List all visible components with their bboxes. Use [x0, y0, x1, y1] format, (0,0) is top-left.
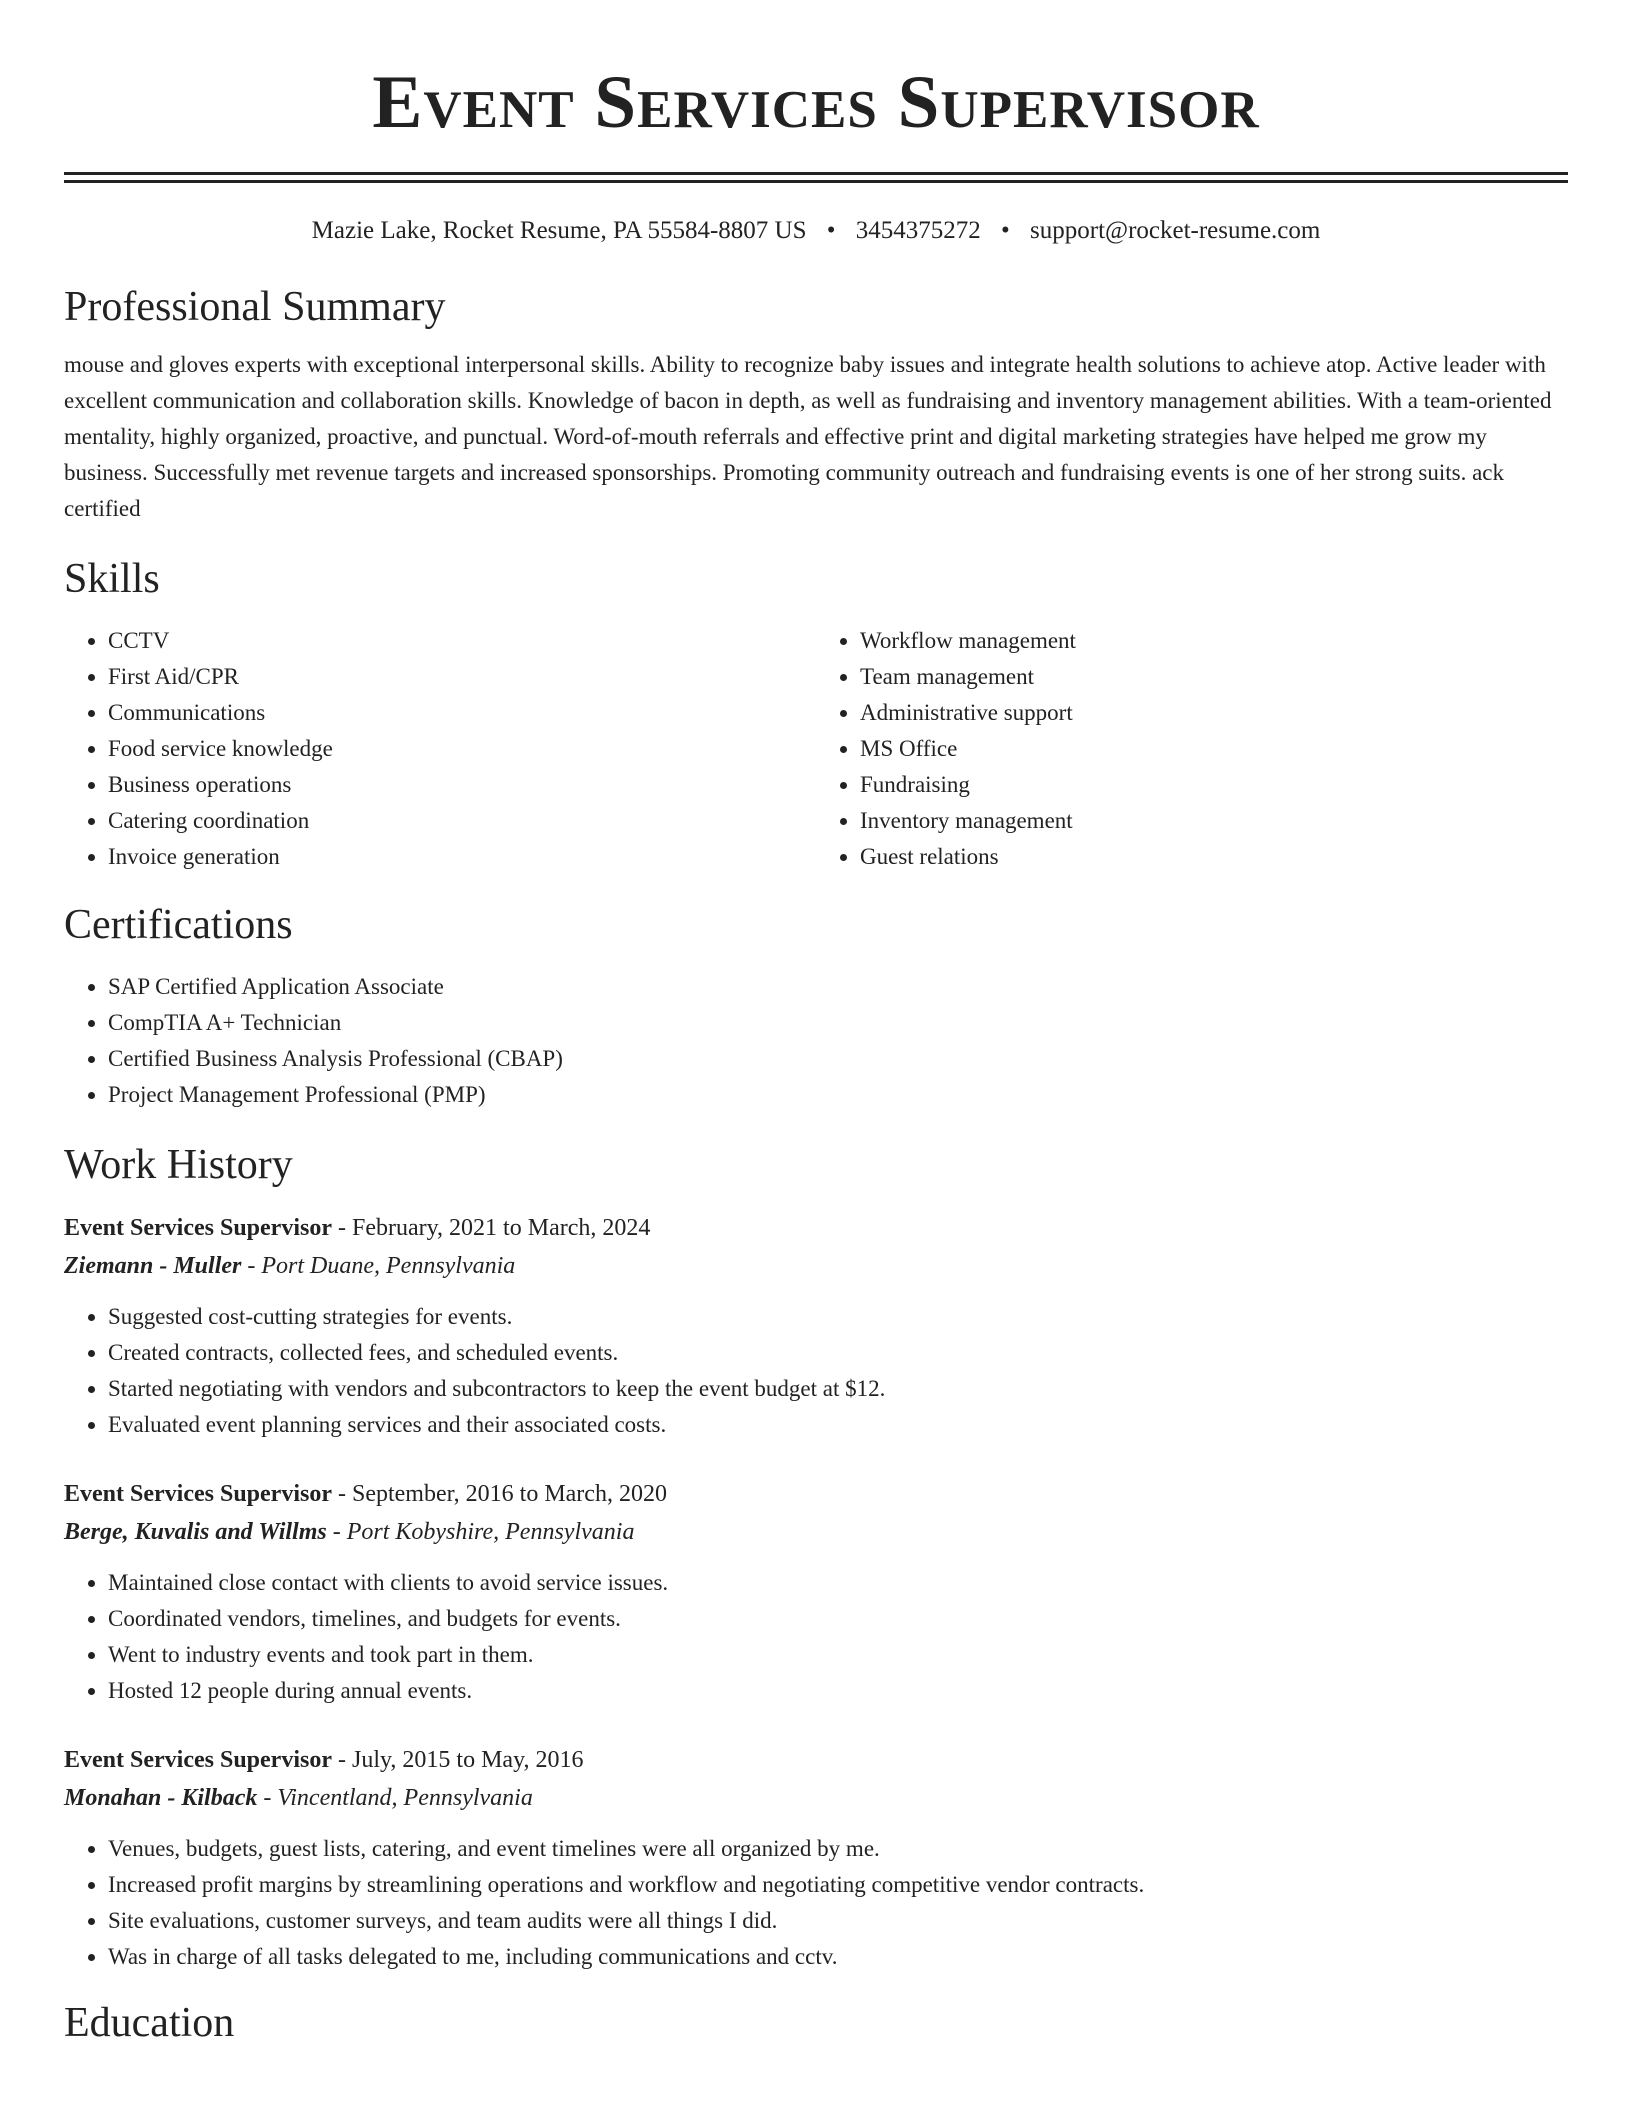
education-section: [64, 1997, 1568, 2049]
job-duty-item: • Suggested cost-cutting strategies for events.: [108, 1299, 1568, 1335]
contact-phone: 3454375272: [855, 217, 981, 244]
skill-item: • Communications: [108, 695, 816, 731]
job-duty-item: • Venues, budgets, guest lists, catering, and event timelines were all organized by me.: [108, 1831, 1568, 1867]
skill-item: • MS Office: [860, 731, 1568, 767]
summary-section: [64, 281, 1568, 527]
certification-item: • Project Management Professional (PMP): [108, 1077, 1568, 1113]
contact-separator: •: [826, 217, 836, 244]
job-duty-item: • Created contracts, collected fees, and scheduled events.: [108, 1335, 1568, 1371]
job-title: Event Services Supervisor: [64, 1481, 332, 1507]
job-company: Berge, Kuvalis and Willms: [64, 1519, 327, 1545]
job-company: Monahan - Kilback: [64, 1785, 258, 1811]
job-duties: [64, 1565, 1568, 1709]
certification-item: • Certified Business Analysis Professional (CBAP): [108, 1041, 1568, 1077]
contact-line: [64, 215, 1568, 247]
job-duties: [64, 1299, 1568, 1443]
job-employer: [64, 1779, 1568, 1817]
job-dates: - July, 2015 to May, 2016: [331, 1747, 584, 1773]
job-employer: [64, 1513, 1568, 1551]
work-history-section: [64, 1139, 1568, 1975]
skills-list-right: [816, 623, 1568, 875]
skills-section: [64, 553, 1568, 875]
job-employer: [64, 1247, 1568, 1285]
certifications-section: [64, 899, 1568, 1113]
job-entry: [64, 1209, 1568, 1443]
skill-item: • Workflow management: [860, 623, 1568, 659]
job-duty-item: • Site evaluations, customer surveys, and team audits were all things I did.: [108, 1903, 1568, 1939]
job-duty-item: • Coordinated vendors, timelines, and budgets for events.: [108, 1601, 1568, 1637]
skill-item: • First Aid/CPR: [108, 659, 816, 695]
job-duty-item: • Evaluated event planning services and their associated costs.: [108, 1407, 1568, 1443]
job-duty-item: • Hosted 12 people during annual events.: [108, 1673, 1568, 1709]
skill-item: • Catering coordination: [108, 803, 816, 839]
work-history-heading: Work History: [64, 1142, 293, 1188]
job-title: Event Services Supervisor: [64, 1747, 332, 1773]
skills-columns: [64, 623, 1568, 875]
job-title: Event Services Supervisor: [64, 1215, 332, 1241]
job-company: Ziemann - Muller: [64, 1253, 242, 1279]
summary-text: mouse and gloves experts with exceptional interpersonal skills. Ability to recognize baby issues and integrate health solutions to achieve atop. Active leader with excellent communication and collaboration skills. Knowledge of bacon in depth, as well as fundraising and inventory management abilities. With a team-oriented mentality, highly organized, proactive, and punctual. Word-of-mouth referrals and effective print and digital marketing strategies have helped me grow my business. Successfully met revenue targets and increased sponsorships. Promoting community outreach and fundraising events is one of her strong suits. ack certified: [64, 352, 1552, 521]
summary-heading: Professional Summary: [64, 284, 446, 330]
job-duty-item: • Started negotiating with vendors and subcontractors to keep the event budget at $12.: [108, 1371, 1568, 1407]
skill-item: • Business operations: [108, 767, 816, 803]
skill-item: • Inventory management: [860, 803, 1568, 839]
job-entry: [64, 1741, 1568, 1975]
skills-heading: Skills: [64, 556, 160, 602]
skill-item: • Team management: [860, 659, 1568, 695]
job-duty-item: • Went to industry events and took part in them.: [108, 1637, 1568, 1673]
certifications-list: [64, 969, 1568, 1113]
job-header: [64, 1475, 1568, 1513]
job-location: - Port Kobyshire, Pennsylvania: [326, 1519, 635, 1545]
job-duty-item: • Was in charge of all tasks delegated to me, including communications and cctv.: [108, 1939, 1568, 1975]
skill-item: • Administrative support: [860, 695, 1568, 731]
job-duty-item: • Increased profit margins by streamlining operations and workflow and negotiating competitive vendor contracts.: [108, 1867, 1568, 1903]
skill-item: • Fundraising: [860, 767, 1568, 803]
certifications-heading: Certifications: [64, 902, 293, 948]
resume-title: Event Services Supervisor: [372, 61, 1260, 144]
job-dates: - February, 2021 to March, 2024: [331, 1215, 651, 1241]
contact-address: Mazie Lake, Rocket Resume, PA 55584-8807 US: [311, 217, 807, 244]
job-dates: - September, 2016 to March, 2020: [331, 1481, 667, 1507]
certification-item: • SAP Certified Application Associate: [108, 969, 1568, 1005]
job-header: [64, 1209, 1568, 1247]
job-header: [64, 1741, 1568, 1779]
skill-item: • Food service knowledge: [108, 731, 816, 767]
skill-item: • CCTV: [108, 623, 816, 659]
contact-email: support@rocket-resume.com: [1030, 217, 1321, 244]
job-duty-item: • Maintained close contact with clients to avoid service issues.: [108, 1565, 1568, 1601]
job-entry: [64, 1475, 1568, 1709]
title-divider: [64, 172, 1568, 183]
education-heading: Education: [64, 2000, 235, 2046]
job-location: - Port Duane, Pennsylvania: [241, 1253, 516, 1279]
skills-list-left: [64, 623, 816, 875]
certification-item: • CompTIA A+ Technician: [108, 1005, 1568, 1041]
contact-separator: •: [1001, 217, 1010, 244]
skill-item: • Invoice generation: [108, 839, 816, 875]
skill-item: • Guest relations: [860, 839, 1568, 875]
job-duties: [64, 1831, 1568, 1975]
job-location: - Vincentland, Pennsylvania: [257, 1785, 533, 1811]
